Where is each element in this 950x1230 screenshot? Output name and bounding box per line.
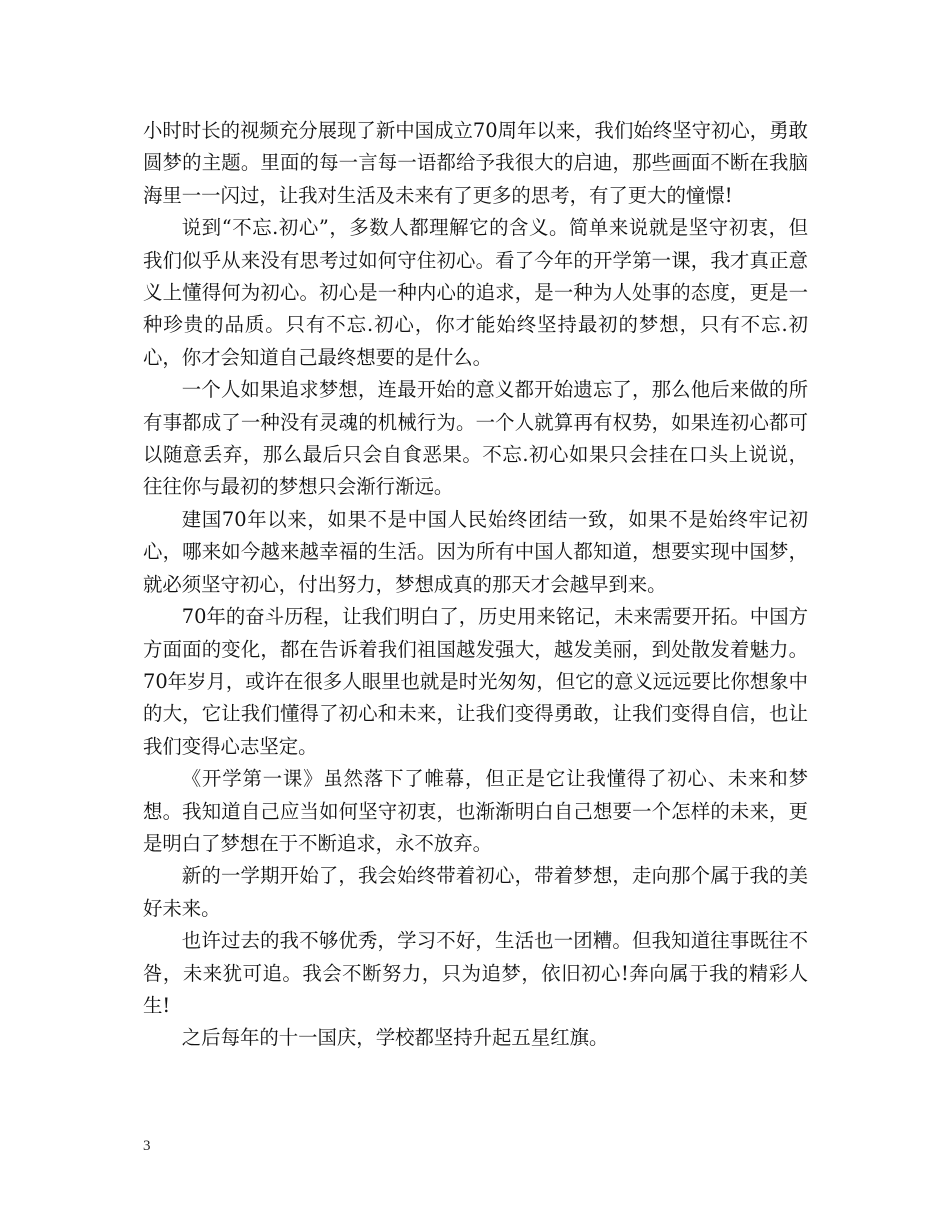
paragraph-5: 70年的奋斗历程，让我们明白了，历史用来铭记，未来需要开拓。中国方方面面的变化，都在告诉着我们祖国越发强大，越发美丽，到处散发着魅力。70年岁月，或许在很多人眼里也就是时光匆匆，但它的意义远远要比你想象中的大，它让我们懂得了初心和未来，让我们变得勇敢，让我们变得自信，也让我们变得心志坚定。 xyxy=(143,605,808,758)
paragraph-1: 小时时长的视频充分展现了新中国成立70周年以来，我们始终坚守初心，勇敢圆梦的主题。里面的每一言每一语都给予我很大的启迪，那些画面不断在我脑海里一一闪过，让我对生活及未来有了更多的思考，有了更大的憧憬! xyxy=(143,119,808,207)
paragraph-6: 《开学第一课》虽然落下了帷幕，但正是它让我懂得了初心、未来和梦想。我知道自己应当如何坚守初衷，也渐渐明白自己想要一个怎样的未来，更是明白了梦想在于不断追求，永不放弃。 xyxy=(143,767,808,855)
page-number: 3 xyxy=(143,1138,151,1154)
paragraph-8: 也许过去的我不够优秀，学习不好，生活也一团糟。但我知道往事既往不咎，未来犹可追。我会不断努力，只为追梦，依旧初心!奔向属于我的精彩人生! xyxy=(143,929,808,1017)
paragraph-9: 之后每年的十一国庆，学校都坚持升起五星红旗。 xyxy=(181,1026,609,1050)
paragraph-2: 说到“不忘.初心”，多数人都理解它的含义。简单来说就是坚守初衷，但我们似乎从来没有思考过如何守住初心。看了今年的开学第一课，我才真正意义上懂得何为初心。初心是一种内心的追求，是一种为人处事的态度，更是一种珍贵的品质。只有不忘.初心，你才能始终坚持最初的梦想，只有不忘.初心，你才会知道自己最终想要的是什么。 xyxy=(143,216,808,369)
paragraph-4: 建国70年以来，如果不是中国人民始终团结一致，如果不是始终牢记初心，哪来如今越来越幸福的生活。因为所有中国人都知道，想要实现中国梦，就必须坚守初心，付出努力，梦想成真的那天才会越早到来。 xyxy=(143,507,808,596)
paragraph-3: 一个人如果追求梦想，连最开始的意义都开始遗忘了，那么他后来做的所有事都成了一种没有灵魂的机械行为。一个人就算再有权势，如果连初心都可以随意丢弃，那么最后只会自食恶果。不忘.初心如果只会挂在口头上说说，往往你与最初的梦想只会渐行渐远。 xyxy=(143,378,808,499)
paragraph-7: 新的一学期开始了，我会始终带着初心，带着梦想，走向那个属于我的美好未来。 xyxy=(143,864,808,920)
document-body xyxy=(143,115,808,1055)
